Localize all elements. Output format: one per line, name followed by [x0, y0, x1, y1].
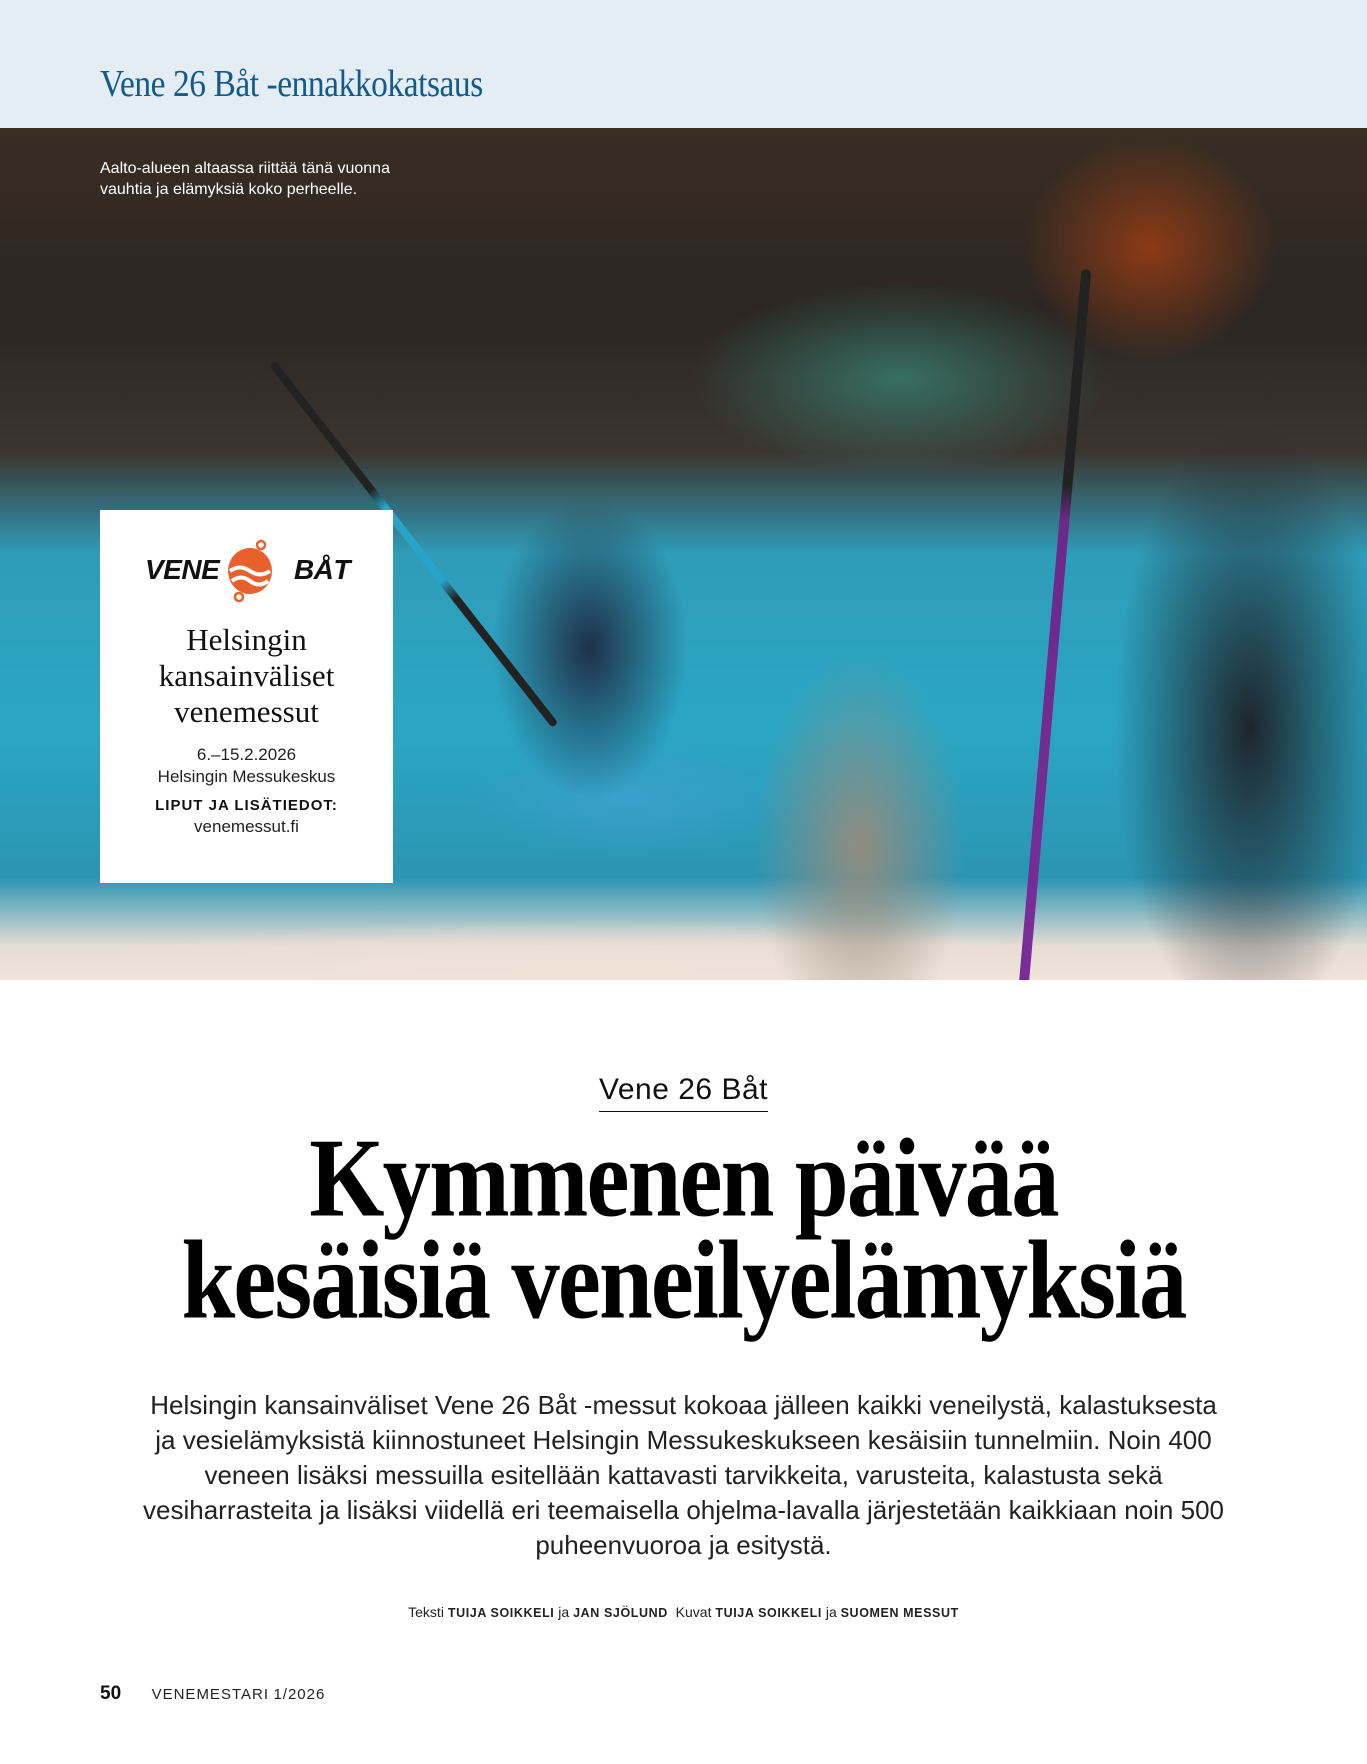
section-title: Vene 26 Båt -ennakkokatsaus — [100, 63, 483, 105]
article-credits — [0, 1604, 1367, 1620]
credit-label: Teksti — [408, 1604, 444, 1620]
article-headline — [0, 1116, 1367, 1343]
event-venue: Helsingin Messukeskus — [157, 767, 336, 786]
publication-name: VENEMESTARI — [151, 1686, 269, 1703]
article-kicker — [0, 1073, 1367, 1112]
info-heading-line: kansainväliset — [158, 658, 335, 693]
caption-line: Aalto-alueen altaassa riittää tänä vuonna — [100, 160, 390, 177]
credit-photographer: TUIJA SOIKKELI — [715, 1606, 822, 1620]
paddle-shape — [1019, 269, 1092, 980]
caption-line: vauhtia ja elämyksiä koko perheelle. — [100, 181, 358, 198]
tickets-label: LIPUT JA LISÄTIEDOT: — [155, 797, 338, 814]
event-info-box — [100, 510, 393, 883]
info-heading-line: venemessut — [174, 694, 319, 729]
credit-author: TUIJA SOIKKELI — [447, 1606, 555, 1620]
logo-word-vene: VENE — [145, 554, 220, 585]
photo-caption — [100, 158, 460, 200]
event-dates: 6.–15.2.2026 — [196, 745, 297, 764]
page-footer — [100, 1683, 325, 1705]
credit-photographer: SUOMEN MESSUT — [840, 1606, 959, 1620]
page-number: 50 — [100, 1683, 122, 1704]
info-heading — [100, 622, 393, 730]
headline-line: Kymmenen päivää — [309, 1116, 1058, 1241]
credit-author: JAN SJÖLUND — [573, 1606, 668, 1620]
buoy-icon — [227, 538, 273, 604]
vene-bat-logo — [145, 538, 350, 604]
credit-conjunction: ja — [558, 1604, 570, 1620]
section-header-band — [0, 0, 1367, 128]
credit-label: Kuvat — [675, 1604, 712, 1620]
event-website-link[interactable]: venemessut.fi — [194, 817, 299, 836]
logo-word-bat: BÅT — [293, 554, 350, 585]
issue-number: 1/2026 — [273, 1686, 326, 1703]
credit-conjunction: ja — [825, 1604, 837, 1620]
hero-photo — [0, 128, 1367, 980]
article-lead: Helsingin kansainväliset Vene 26 Båt -messut kokoaa jälleen kaikki veneilystä, kalastuksesta ja vesielämyksistä kiinnostuneet Helsingin Messukeskukseen kesäisiin tunnelmiin. Noin 400 veneen lisäksi messuilla esitellään kattavasti tarvikkeita, varusteita, kalastusta sekä vesiharrasteita ja lisäksi viidellä eri teemaisella ohjelma-lavalla järjestetään kaikkiaan noin 500 puheenvuoroa ja esitystä. — [143, 1390, 1224, 1560]
headline-line: kesäisiä veneilyelämyksiä — [181, 1218, 1186, 1343]
kicker-text: Vene 26 Båt — [599, 1073, 768, 1112]
info-heading-line: Helsingin — [186, 622, 307, 657]
